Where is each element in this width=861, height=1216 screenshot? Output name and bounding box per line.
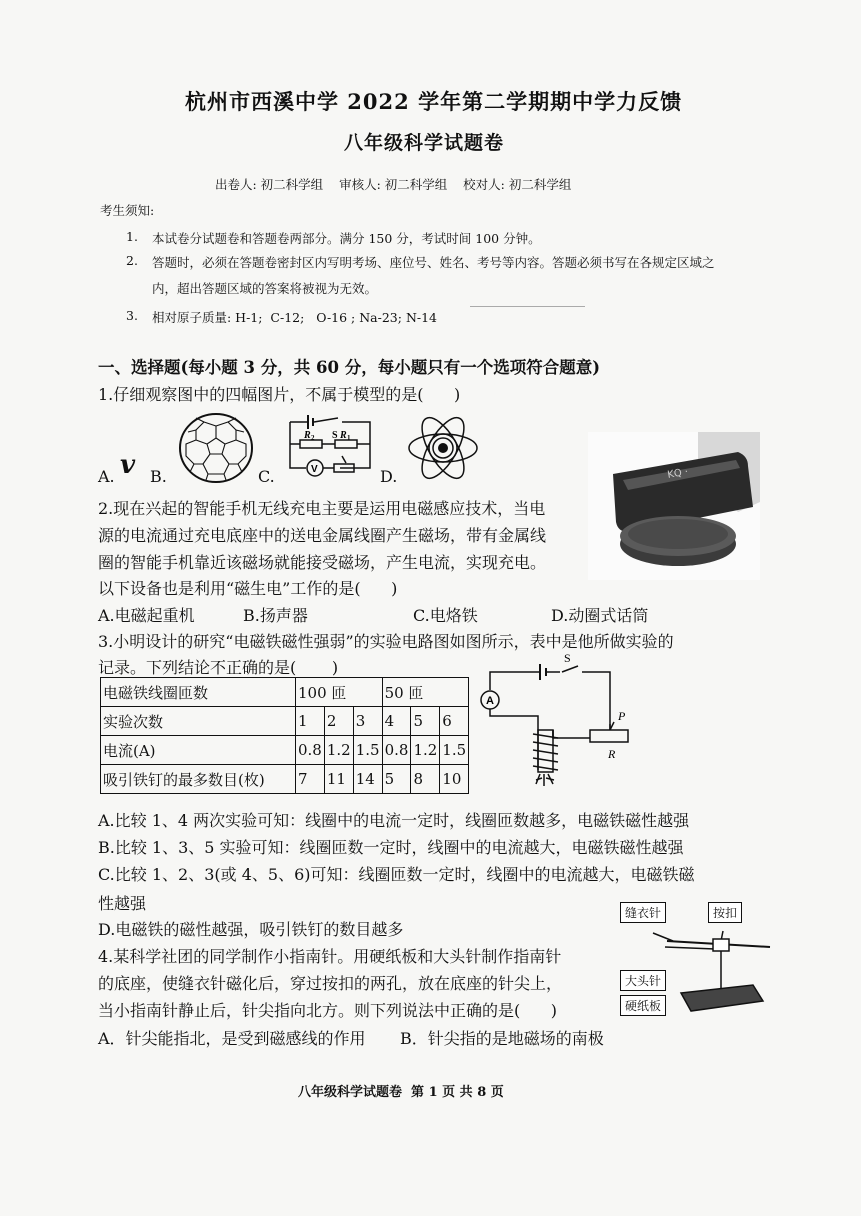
velocity-symbol: v (120, 450, 136, 480)
q3-option-c: C.比较 1、2、3(或 4、5、6)可知：线圈匝数一定时，线圈中的电流越大，电磁铁磁 (98, 865, 695, 884)
table-cell: 14 (353, 765, 382, 794)
p-label: P (618, 709, 626, 723)
notice-item-1: 本试卷分试题卷和答题卷两部分。满分 150 分，考试时间 100 分钟。 (152, 231, 541, 246)
q4-option-b: B．针尖指的是地磁场的南极 (400, 1029, 604, 1048)
q3-option-b: B.比较 1、3、5 实验可知：线圈匝数一定时，线圈中的电流越大，电磁铁磁性越强 (98, 838, 684, 857)
q3-line-1: 3.小明设计的研究“电磁铁磁性强弱”的实验电路图如图所示，表中是他所做实验的 (98, 632, 674, 651)
exam-subtitle: 八年级科学试题卷 (344, 132, 505, 154)
notice-num-2: 2. (126, 253, 138, 268)
needle-label: 缝衣针 (620, 902, 666, 923)
exam-staff: 出卷人: 初二科学组 审核人: 初二科学组 校对人: 初二科学组 (215, 177, 572, 192)
table-cell: 1.5 (353, 736, 382, 765)
q3-option-c-cont: 性越强 (98, 894, 147, 913)
table-cell: 1.5 (440, 736, 469, 765)
table-cell: 11 (324, 765, 353, 794)
q4-option-a: A．针尖能指北，是受到磁感线的作用 (98, 1029, 366, 1048)
atom-model-image (405, 410, 481, 486)
table-cell: 2 (324, 707, 353, 736)
table-cell: 5 (382, 765, 411, 794)
circuit-r2-sub: 2 (311, 434, 315, 442)
button-label: 按扣 (708, 902, 742, 923)
table-row (101, 678, 469, 707)
q4-line-2: 的底座，使缝衣针磁化后，穿过按扣的两孔，放在底座的针尖上， (98, 974, 563, 993)
scan-line (470, 306, 585, 307)
table-cell: 1.2 (411, 736, 440, 765)
fullerene-image (176, 412, 256, 484)
q1-stem: 1.仔细观察图中的四幅图片，不属于模型的是( ) (98, 385, 461, 404)
table-cell: 8 (411, 765, 440, 794)
q1-option-a: A. (98, 467, 115, 486)
q2-line-2: 源的电流通过充电底座中的送电金属线圈产生磁场，带有金属线 (98, 526, 547, 545)
electromagnet-circuit (478, 650, 638, 790)
s-label: S (564, 651, 571, 665)
notice-num-1: 1. (126, 229, 138, 244)
ammeter-label: A (486, 695, 494, 707)
table-cell: 50 匝 (382, 678, 469, 707)
q2-option-a: A.电磁起重机 (98, 606, 195, 625)
notice-item-2: 答题时，必须在答题卷密封区内写明考场、座位号、姓名、考号等内容。答题必须书写在各规定区域之 (152, 255, 715, 270)
q4-line-3: 当小指南针静止后，针尖指向北方。则下列说法中正确的是( ) (98, 1001, 558, 1020)
q4-line-1: 4.某科学社团的同学制作小指南针。用硬纸板和大头针制作指南针 (98, 947, 562, 966)
table-row (101, 736, 469, 765)
circuit-r2-label: R (304, 430, 311, 441)
q2-line-4: 以下设备也是利用“磁生电”工作的是( ) (98, 579, 398, 598)
page-footer: 八年级科学试题卷 第 1 页 共 8 页 (298, 1085, 504, 1100)
r-label: R (608, 747, 616, 761)
section-heading: 一、选择题(每小题 3 分，共 60 分，每小题只有一个选项符合题意) (98, 358, 601, 377)
q3-option-d: D.电磁铁的磁性越强，吸引铁钉的数目越多 (98, 920, 404, 939)
table-cell: 10 (440, 765, 469, 794)
table-cell: 4 (382, 707, 411, 736)
q1-circuit-image (280, 410, 380, 490)
table-cell: 电流(A) (101, 736, 296, 765)
q2-line-1: 2.现在兴起的智能手机无线充电主要是运用电磁感应技术，当电 (98, 499, 546, 518)
table-cell: 1.2 (324, 736, 353, 765)
q1-option-b: B. (150, 467, 167, 486)
table-cell: 5 (411, 707, 440, 736)
table-cell: 吸引铁钉的最多数目(枚) (101, 765, 296, 794)
notice-heading: 考生须知: (100, 203, 155, 218)
wireless-charger-photo (588, 432, 760, 580)
notice-item-3: 相对原子质量: H-1; C-12; O-16 ; Na-23; N-14 (152, 310, 438, 325)
pin-label: 大头针 (620, 970, 666, 991)
svg-text:KQ ·: KQ · (666, 466, 690, 481)
circuit-r1-sub: 1 (347, 434, 351, 442)
table-cell: 1 (296, 707, 325, 736)
table-row (101, 765, 469, 794)
table-cell: 6 (440, 707, 469, 736)
table-cell: 0.8 (382, 736, 411, 765)
q2-option-d: D.动圈式话筒 (551, 606, 649, 625)
notice-item-2-cont: 内，超出答题区域的答案将被视为无效。 (152, 281, 378, 296)
board-label: 硬纸板 (620, 995, 666, 1016)
table-cell: 实验次数 (101, 707, 296, 736)
table-cell: 100 匝 (296, 678, 383, 707)
table-cell: 3 (353, 707, 382, 736)
q3-option-a: A.比较 1、4 两次实验可知：线圈中的电流一定时，线圈匝数越多，电磁铁磁性越强 (98, 811, 690, 830)
q2-option-c: C.电烙铁 (413, 606, 478, 625)
table-row (101, 707, 469, 736)
table-cell: 7 (296, 765, 325, 794)
exam-title: 杭州市西溪中学 2022 学年第二学期期中学力反馈 (185, 89, 683, 114)
q1-option-c: C. (258, 467, 275, 486)
q2-option-b: B.扬声器 (243, 606, 308, 625)
q2-line-3: 圈的智能手机靠近该磁场就能接受磁场，产生电流，实现充电。 (98, 553, 547, 572)
q3-line-2: 记录。下列结论不正确的是( ) (98, 658, 339, 677)
circuit-s-label: S (332, 430, 338, 441)
table-cell: 0.8 (296, 736, 325, 765)
experiment-table (100, 677, 469, 794)
circuit-v-label: V (311, 464, 318, 475)
circuit-r1-label: R (340, 430, 347, 441)
q1-option-d: D. (380, 467, 398, 486)
table-cell: 电磁铁线圈匝数 (101, 678, 296, 707)
notice-num-3: 3. (126, 308, 138, 323)
